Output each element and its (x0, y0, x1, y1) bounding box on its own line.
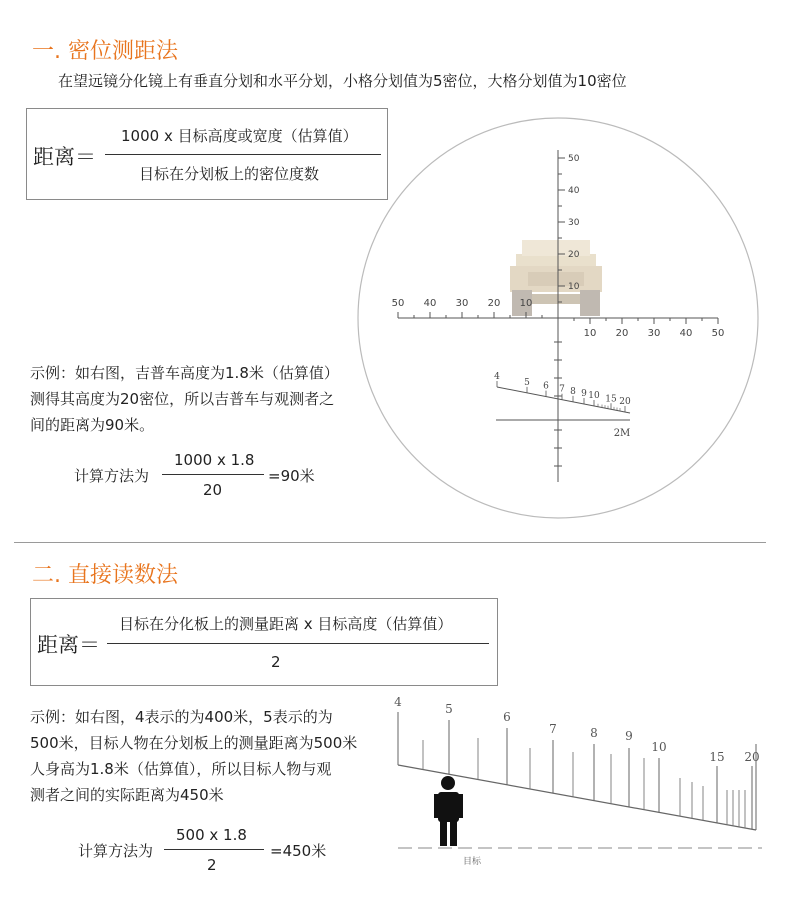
reticle-left-label: 10 (519, 298, 533, 309)
reticle-vertical-label: 10 (568, 282, 580, 292)
reticle-right-label: 30 (647, 328, 661, 339)
person-silhouette (434, 776, 463, 846)
reticle-vertical-label: 20 (568, 250, 580, 260)
section1-heading: 一. 密位测距法 (32, 39, 178, 64)
section1-subtitle: 在望远镜分化镜上有垂直分划和水平分划，小格分划值为5密位，大格分划值为10密位 (58, 72, 627, 90)
small-stadia-label: 20 (619, 397, 631, 408)
person-torso (438, 792, 459, 822)
section1-calc-denominator: 20 (203, 481, 223, 499)
reticle-left-label: 50 (391, 298, 405, 309)
small-stadia-label: 8 (570, 386, 576, 397)
section2-heading: 二. 直接读数法 (32, 563, 178, 588)
section2-calc-prefix: 计算方法为 (78, 842, 154, 860)
section2-example-line: 人身高为1.8米（估算值），所以目标人物与观 (30, 760, 332, 778)
large-stadia-label: 7 (549, 722, 557, 736)
reticle (358, 118, 758, 518)
section2-calc-numerator: 500 x 1.8 (176, 826, 247, 844)
large-stadia-label: 9 (625, 729, 633, 743)
section2-calc-denominator: 2 (207, 856, 217, 874)
section1-example-line: 示例：如右图，吉普车高度为1.8米（估算值） (30, 364, 339, 382)
large-stadia-label: 5 (445, 702, 453, 716)
small-stadia-label: 9 (581, 389, 587, 400)
small-stadia-scale (494, 372, 631, 439)
target-label: 目标 (462, 857, 482, 867)
formula1-numerator: 1000 x 目标高度或宽度（估算值） (121, 127, 358, 145)
small-stadia-label: 4 (494, 372, 500, 382)
person-arm-left (434, 794, 439, 818)
section1-example-line: 间的距离为90米。 (30, 416, 155, 434)
reticle-right-label: 40 (679, 328, 693, 339)
large-stadia-label: 10 (651, 740, 667, 754)
person-arm-right (458, 794, 463, 818)
section1-calc-numerator: 1000 x 1.8 (174, 451, 255, 469)
reticle-vertical-label: 40 (568, 186, 580, 196)
person-leg-right (450, 820, 457, 846)
section1-example-line: 测得其高度为20密位，所以吉普车与观测者之 (30, 390, 335, 408)
section1-calc-prefix: 计算方法为 (74, 467, 150, 485)
person-head (441, 776, 455, 790)
small-stadia-unit-label: 2M (613, 428, 631, 439)
formula2-denominator: 2 (271, 653, 281, 671)
large-stadia-label: 4 (394, 695, 402, 709)
person-leg-left (440, 820, 447, 846)
formula2-numerator: 目标在分化板上的测量距离 x 目标高度（估算值） (119, 615, 453, 633)
large-stadia-label: 20 (744, 750, 760, 764)
reticle-right-label: 20 (615, 328, 629, 339)
small-stadia-label: 7 (559, 384, 565, 395)
small-stadia-label: 15 (605, 394, 617, 405)
small-stadia-label: 5 (524, 377, 530, 388)
reticle-right-label: 50 (711, 328, 725, 339)
section2-example-line: 测者之间的实际距离为450米 (30, 786, 224, 804)
large-stadia-label: 6 (503, 710, 511, 724)
formula1-denominator: 目标在分划板上的密位度数 (139, 165, 320, 183)
reticle-vertical-label: 30 (568, 218, 580, 228)
formula2-distance-label: 距离＝ (37, 633, 100, 657)
section1-calc-result: =90米 (268, 467, 315, 485)
section2-example-line: 500米，目标人物在分划板上的测量距离为500米 (30, 734, 358, 752)
small-stadia-label: 10 (588, 390, 600, 401)
formula1-distance-label: 距离＝ (33, 145, 96, 169)
large-stadia-label: 15 (709, 750, 725, 764)
reticle-left-label: 40 (423, 298, 437, 309)
section2-example-line: 示例：如右图，4表示的为400米，5表示的为 (30, 708, 333, 726)
small-stadia-label: 6 (543, 381, 549, 392)
reticle-vertical-label: 50 (568, 154, 580, 164)
section2-calc-result: =450米 (270, 842, 327, 860)
reticle-left-label: 20 (487, 298, 501, 309)
reticle-right-label: 10 (583, 328, 597, 339)
reticle-left-label: 30 (455, 298, 469, 309)
large-stadia-label: 8 (590, 726, 598, 740)
